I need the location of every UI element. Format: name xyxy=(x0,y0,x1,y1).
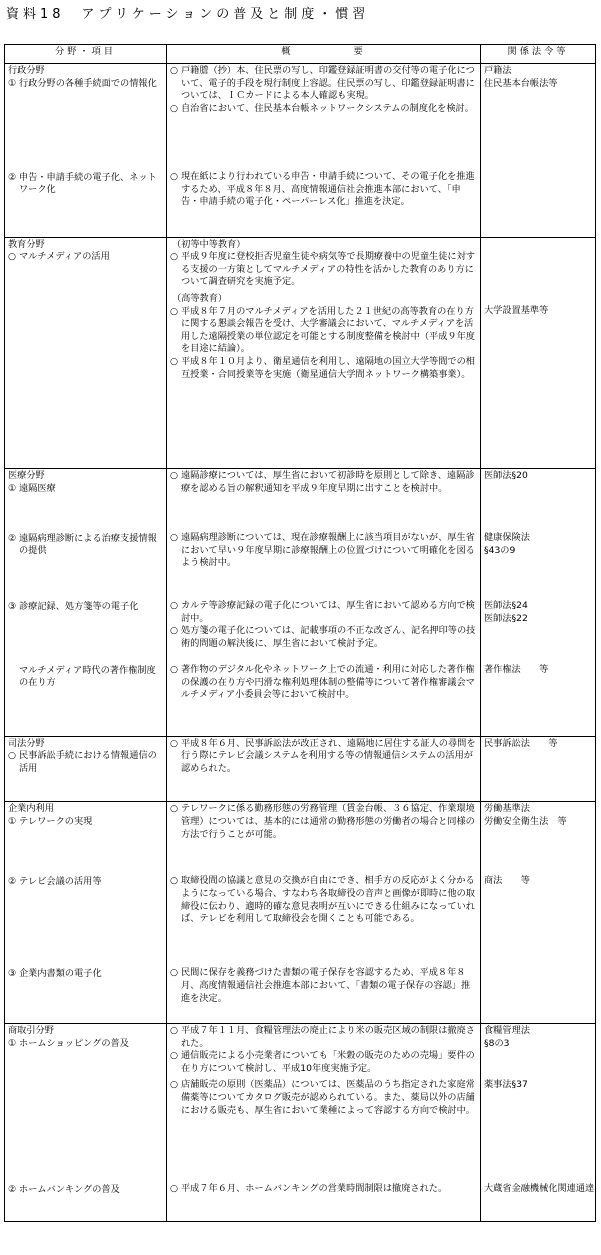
item-label: ホームショッピングの普及 xyxy=(19,1037,129,1049)
table-header-row xyxy=(5,45,596,64)
item-block xyxy=(8,1038,163,1184)
summary-block xyxy=(170,600,477,664)
item-label: テレワークの実現 xyxy=(19,815,93,827)
item-name xyxy=(8,251,163,264)
item-label: ホームバンキングの普及 xyxy=(19,1183,120,1195)
laws-cell xyxy=(481,64,596,238)
summary-text: 平成８年１０月より、衛星通信を利用し、遠隔地の国立大学等間での相互授業・合同授業等を実施（衛星通信大学間ネットワーク構築事業）。 xyxy=(181,355,475,380)
item-label: 民事訴訟手続における情報通信の活用 xyxy=(19,750,157,774)
bullet-marker: ○ xyxy=(170,1024,179,1036)
item-marker: ③ xyxy=(8,967,17,979)
item-label: マルチメディアの活用 xyxy=(19,251,110,263)
item-name xyxy=(8,968,163,981)
item-marker xyxy=(8,665,19,690)
law-item: 民事訴訟法 等 xyxy=(484,737,558,749)
laws-block xyxy=(484,738,592,800)
summary-block xyxy=(170,875,477,967)
page-title: 資料18 アプリケーションの普及と制度・慣習 xyxy=(6,7,370,22)
item-name xyxy=(8,816,163,829)
laws-block xyxy=(484,470,592,532)
law-item: §8の3 xyxy=(484,1037,510,1049)
policy-table xyxy=(4,44,596,1222)
header-field-item: 分野・項目 xyxy=(5,45,167,64)
section-heading: 商取引分野 xyxy=(8,1024,54,1036)
summary-point xyxy=(170,1025,477,1050)
law-item: 健康保険法 xyxy=(484,532,530,544)
item-label: マルチメディア時代の著作権制度の在り方 xyxy=(19,664,156,689)
summary-block xyxy=(170,967,477,1021)
laws-block xyxy=(484,875,592,967)
item-name xyxy=(8,483,163,496)
section-heading: 企業内利用 xyxy=(8,803,54,815)
item-marker: ○ xyxy=(8,251,17,263)
summary-point xyxy=(170,1050,477,1075)
summary-text: 取締役間の協議と意見の交換が自由にでき、相手方の反応がよく分かるようになっている場合、すなわち各取締役の音声と画像が即時に他の取締役に伝わり、適時的確な意見表明が互いにできる仕組みになっていれば、テレビを利用して取締役会を開くことも可能である。 xyxy=(181,875,475,925)
summary-text: 著作物のデジタル化やネットワーク上での流通・利用に対応した著作権の保護の在り方や円滑な権利処理体制の整備等について著作権審議会マルチメディア小委員会等において検討中。 xyxy=(181,664,475,701)
bullet-marker: ○ xyxy=(170,1050,179,1062)
laws-block xyxy=(484,65,592,171)
item-block xyxy=(8,968,163,1022)
item-block xyxy=(8,601,163,665)
item-label: 遠隔医療 xyxy=(19,482,56,494)
summary-point xyxy=(170,600,477,625)
summary-cell xyxy=(167,1023,481,1221)
item-marker: ① xyxy=(8,1037,17,1049)
law-item: 大学設置基準等 xyxy=(484,305,549,317)
bullet-marker: ○ xyxy=(170,305,179,317)
item-name xyxy=(8,665,163,690)
laws-block xyxy=(484,171,592,235)
summary-text: 平成７年６月、ホームバンキングの営業時間制限は撤廃された。 xyxy=(181,1182,448,1194)
section-heading: 司法分野 xyxy=(8,737,45,749)
item-marker: ② xyxy=(8,875,17,887)
section-row xyxy=(5,469,596,737)
bullet-marker: ○ xyxy=(170,1079,179,1091)
summary-cell xyxy=(167,469,481,737)
laws-group xyxy=(484,239,592,293)
bullet-marker: ○ xyxy=(170,803,179,815)
summary-text: 戸籍謄（抄）本、住民票の写し、印鑑登録証明書の交付等の電子化について、電子的手段を現行制度上容認。住民票の写し、印鑑登録証明書については、ＩＣカードによる本人確認も実現。 xyxy=(181,65,475,102)
laws-block xyxy=(484,600,592,664)
item-name xyxy=(8,876,163,889)
item-name xyxy=(8,172,163,197)
summary-text: 自治省において、住民基本台帳ネットワークシステムの制度化を検討。 xyxy=(181,102,474,114)
law-item: 労働安全衛生法 等 xyxy=(484,815,567,827)
item-marker: ② xyxy=(8,1183,17,1195)
summary-point xyxy=(170,356,477,381)
section-row xyxy=(5,237,596,469)
laws-cell xyxy=(481,237,596,469)
summary-block xyxy=(170,171,477,235)
field-cell xyxy=(5,736,167,802)
laws-block xyxy=(484,664,592,734)
bullet-marker: ○ xyxy=(170,102,179,114)
laws-block xyxy=(484,1182,595,1219)
summary-text: 遠隔病理診断については、現在診療報酬上に該当項目がないが、厚生省において早い９年度早期に診療報酬上の位置づけについて明確化を図るよう検討中。 xyxy=(181,532,475,569)
summary-point xyxy=(170,803,477,841)
item-block xyxy=(8,876,163,968)
item-marker: ② xyxy=(8,171,17,183)
summary-point xyxy=(170,470,477,495)
item-block xyxy=(8,750,163,800)
law-item: 医師法§20 xyxy=(484,470,528,482)
table-body xyxy=(5,64,596,1222)
header-summary: 概 要 xyxy=(167,45,481,64)
summary-point xyxy=(170,103,477,116)
summary-point xyxy=(170,306,477,356)
item-label: 遠隔病理診断による治療支援情報の提供 xyxy=(19,532,157,557)
bullet-marker: ○ xyxy=(170,171,179,182)
item-block xyxy=(8,816,163,876)
summary-group xyxy=(170,239,477,293)
law-item: 大蔵省金融機械化関連通達 xyxy=(484,1182,595,1194)
field-cell xyxy=(5,237,167,469)
summary-group xyxy=(170,1025,477,1079)
summary-block xyxy=(170,1183,477,1219)
item-name xyxy=(8,1038,163,1051)
law-item: 労働基準法 xyxy=(484,803,530,815)
summary-point xyxy=(170,171,477,209)
summary-text: 店舗販売の原則（医薬品）については、医薬品のうち指定された家庭常備薬等についてカタログ販売が認められている。また、薬局以外の店舗における販売も、厚生省において業種によって容認する方向で検討中。 xyxy=(181,1079,475,1116)
item-label: 申告・申請手続の電子化、ネットワーク化 xyxy=(19,171,157,196)
bullet-marker: ○ xyxy=(170,1182,179,1194)
summary-point xyxy=(170,532,477,570)
law-item: §43の9 xyxy=(484,544,516,556)
law-item: 商法 等 xyxy=(484,875,530,887)
bullet-marker: ○ xyxy=(170,875,179,887)
laws-group xyxy=(484,1025,592,1079)
bullet-marker: ○ xyxy=(170,470,179,482)
section-heading: 行政分野 xyxy=(8,65,45,76)
summary-block xyxy=(170,664,477,734)
group-label: （高等教育） xyxy=(172,292,228,304)
summary-point xyxy=(170,251,477,289)
summary-point xyxy=(170,967,477,1005)
summary-point xyxy=(170,1183,477,1196)
law-item: 著作権法 等 xyxy=(484,664,549,676)
bullet-marker: ○ xyxy=(170,967,179,979)
item-marker: ① xyxy=(8,815,17,827)
item-block xyxy=(8,483,163,533)
summary-text: テレワークに係る勤務形態の労務管理（賃金台帳、３６協定、作業環境管理）については、基本的には通常の勤務形態の労働者の場合と同様の方法で行うことが可能。 xyxy=(181,803,475,840)
item-block xyxy=(8,78,163,172)
summary-text: 通信販売による小売業者についても「米穀の販売のための売場」要件の在り方について検討し、平成10年度実施予定。 xyxy=(181,1050,475,1074)
law-item: 食糧管理法 xyxy=(484,1024,530,1036)
field-cell xyxy=(5,64,167,238)
bullet-marker: ○ xyxy=(170,664,179,676)
field-cell xyxy=(5,802,167,1024)
section-row xyxy=(5,64,596,238)
summary-group xyxy=(170,1079,477,1121)
item-marker: ① xyxy=(8,77,17,89)
laws-group xyxy=(484,293,592,385)
item-block xyxy=(8,533,163,601)
item-name xyxy=(8,78,163,91)
laws-block xyxy=(484,803,592,875)
summary-point xyxy=(170,1079,477,1117)
item-marker: ① xyxy=(8,482,17,494)
item-label: 診療記録、処方箋等の電子化 xyxy=(19,600,139,612)
item-name xyxy=(8,750,163,775)
item-label: テレビ会議の活用等 xyxy=(19,875,102,887)
summary-block xyxy=(170,738,477,800)
summary-block xyxy=(170,65,477,171)
summary-text: 平成８年７月のマルチメディアを活用した２１世紀の高等教育の在り方に関する懇談会報告を受け、大学審議会において、マルチメディアを活用した遠隔授業の単位認定を可能とする制度整備を検討中（平成９年度を目途に結論）。 xyxy=(181,305,475,355)
section-row xyxy=(5,802,596,1024)
bullet-marker: ○ xyxy=(170,65,179,76)
summary-block xyxy=(170,1025,477,1183)
summary-text: 平成７年１１月、食糧管理法の廃止により米の販売区域の制限は撤廃された。 xyxy=(181,1024,475,1049)
summary-block xyxy=(170,803,477,875)
summary-text: 民間に保存を義務づけた書類の電子保存を容認するため、平成８年８月、高度情報通信社会推進本部において、「書類の電子保存の容認」推進を決定。 xyxy=(181,967,471,1004)
law-item: 医師法§24 xyxy=(484,600,528,612)
item-marker: ③ xyxy=(8,600,17,612)
item-label: 行政分野の各種手続面での情報化 xyxy=(19,77,157,89)
summary-text: 処方箋の電子化については、記載事項の不正な改ざん、記名押印等の技術的問題の解決後に、厚生省において検討予定。 xyxy=(181,625,476,649)
law-item: 住民基本台帳法等 xyxy=(484,77,558,89)
summary-text: 平成９年度に登校拒否児童生徒や病気等で長期療養中の児童生徒に対する支援の一方策としてマルチメディアの特性を活かした教育のあり方について調査研究を実施予定。 xyxy=(181,251,475,288)
summary-block xyxy=(170,532,477,600)
summary-point xyxy=(170,664,477,702)
laws-cell xyxy=(481,1023,596,1221)
bullet-marker: ○ xyxy=(170,251,179,263)
item-name xyxy=(8,601,163,614)
item-marker: ② xyxy=(8,532,17,544)
laws-group xyxy=(484,1079,592,1121)
laws-block xyxy=(484,967,592,1021)
section-row xyxy=(5,736,596,802)
laws-cell xyxy=(481,736,596,802)
summary-cell xyxy=(167,237,481,469)
section-row xyxy=(5,1023,596,1221)
item-block xyxy=(8,1184,163,1220)
summary-group xyxy=(170,293,477,385)
law-item: 医師法§22 xyxy=(484,612,528,624)
summary-point xyxy=(170,65,477,103)
law-item: 戸籍法 xyxy=(484,65,512,76)
bullet-marker: ○ xyxy=(170,625,179,637)
header-related-laws: 関係法令等 xyxy=(481,45,596,64)
item-name xyxy=(8,1184,163,1197)
summary-point xyxy=(170,625,477,650)
laws-cell xyxy=(481,802,596,1024)
laws-cell xyxy=(481,469,596,737)
summary-point xyxy=(170,875,477,925)
item-name xyxy=(8,533,163,558)
summary-text: 平成８年６月、民事訴訟法が改正され、遠隔地に居住する証人の尋問を行う際にテレビ会議システムを利用する等の情報通信システムの活用が認められた。 xyxy=(181,737,476,774)
bullet-marker: ○ xyxy=(170,600,179,612)
summary-point xyxy=(170,738,477,776)
bullet-marker: ○ xyxy=(170,355,179,367)
summary-text: カルテ等診療記録の電子化については、厚生省において認める方向で検討中。 xyxy=(181,600,475,624)
summary-cell xyxy=(167,802,481,1024)
bullet-marker: ○ xyxy=(170,532,179,544)
field-cell xyxy=(5,1023,167,1221)
item-block xyxy=(8,172,163,236)
bullet-marker: ○ xyxy=(170,737,179,749)
laws-block xyxy=(484,532,592,600)
summary-block xyxy=(170,239,477,467)
summary-cell xyxy=(167,736,481,802)
law-item: 薬事法§37 xyxy=(484,1078,528,1090)
item-label: 企業内書類の電子化 xyxy=(19,967,102,979)
laws-block xyxy=(484,1025,592,1183)
group-label: （初等中等教育） xyxy=(172,238,246,250)
laws-block xyxy=(484,239,592,467)
summary-text: 遠隔診療については、厚生省において初診時を原則として除き、遠隔診療を認める旨の解釈通知を平成９年度早期に出すことを検討中。 xyxy=(181,470,475,494)
field-cell xyxy=(5,469,167,737)
summary-block xyxy=(170,470,477,532)
summary-cell xyxy=(167,64,481,238)
section-heading: 医療分野 xyxy=(8,470,45,482)
item-block xyxy=(8,665,163,735)
item-block xyxy=(8,251,163,467)
item-marker: ○ xyxy=(8,750,17,762)
summary-text: 現在紙により行われている申告・申請手続について、その電子化を推進するため、平成８年８月、高度情報通信社会推進本部において、「申告・申請手続の電子化・ペーパーレス化」推進を決定。 xyxy=(181,171,475,208)
section-heading: 教育分野 xyxy=(8,238,45,250)
